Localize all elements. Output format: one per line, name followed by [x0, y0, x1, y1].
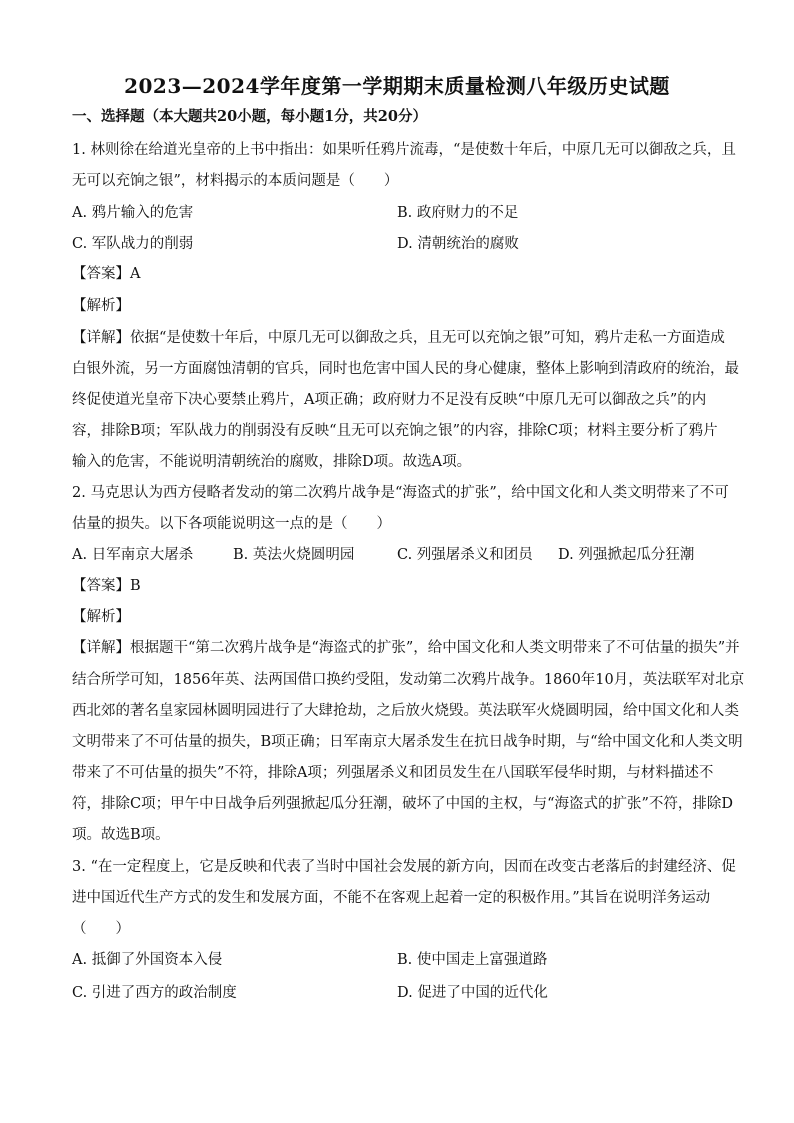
q2-stem-line: 估量的损失。以下各项能说明这一点的是（ ）: [72, 516, 391, 532]
q1-detail-line: 输入的危害，不能说明清朝统治的腐败，排除D项。故选A项。: [72, 454, 472, 470]
q2-answer: 【答案】B: [72, 578, 141, 594]
q2-detail-line: 带来了不可估量的损失”不符，排除A项；列强屠杀义和团员发生在八国联军侵华时期，与材料描述不: [72, 765, 714, 781]
q3-stem-line: 进中国近代生产方式的发生和发展方面，不能不在客观上起着一定的积极作用。”其旨在说明洋务运动: [72, 890, 711, 906]
q2-detail-line: 符，排除C项；甲午中日战争后列强掀起瓜分狂潮，破坏了中国的主权，与“海盗式的扩张”不符，排除D: [72, 796, 734, 812]
q2-option-b: B. 英法火烧圆明园: [233, 547, 355, 563]
q2-stem-line: 2. 马克思认为西方侵略者发动的第二次鸦片战争是“海盗式的扩张”，给中国文化和人类文明带来了不可: [72, 485, 729, 501]
q1-option-d: D. 清朝统治的腐败: [397, 236, 519, 252]
q2-detail-line: 西北郊的著名皇家园林圆明园进行了大肆抢劫，之后放火烧毁。英法联军火烧圆明园，给中国文化和人类: [72, 703, 739, 719]
q3-stem-line: （ ）: [72, 921, 130, 937]
q3-option-b: B. 使中国走上富强道路: [397, 952, 548, 968]
q2-option-c: C. 列强屠杀义和团员: [397, 547, 533, 563]
q1-option-b: B. 政府财力的不足: [397, 205, 519, 221]
q1-detail-line: 终促使道光皇帝下决心要禁止鸦片，A项正确；政府财力不足没有反映“中原几无可以御敌之兵”的内: [72, 392, 707, 408]
q2-option-a: A. 日军南京大屠杀: [72, 547, 194, 563]
section-heading: 一、选择题（本大题共20小题，每小题1分，共20分）: [72, 108, 427, 125]
q1-option-c: C. 军队战力的削弱: [72, 236, 194, 252]
q2-option-d: D. 列强掀起瓜分狂潮: [558, 547, 695, 563]
q2-detail-line: 【详解】根据题干“第二次鸦片战争是“海盗式的扩张”，给中国文化和人类文明带来了不可估量的损失”并: [72, 640, 740, 656]
q1-answer: 【答案】A: [72, 266, 141, 282]
q1-stem-line: 无可以充饷之银”，材料揭示的本质问题是（ ）: [72, 173, 399, 189]
q1-option-a: A. 鸦片输入的危害: [72, 205, 194, 221]
q1-analysis-label: 【解析】: [72, 298, 130, 314]
q2-detail-line: 项。故选B项。: [72, 827, 170, 843]
q2-analysis-label: 【解析】: [72, 609, 130, 625]
q3-option-a: A. 抵御了外国资本入侵: [72, 952, 223, 968]
q2-detail-line: 文明带来了不可估量的损失，B项正确；日军南京大屠杀发生在抗日战争时期，与“给中国文化和人类文明: [72, 734, 743, 750]
q1-detail-line: 白银外流，另一方面腐蚀清朝的官兵，同时也危害中国人民的身心健康，整体上影响到清政府的统治，最: [72, 361, 739, 377]
q1-detail-line: 容，排除B项；军队战力的削弱没有反映“且无可以充饷之银”的内容，排除C项；材料主要分析了鸦片: [72, 423, 718, 439]
q3-option-d: D. 促进了中国的近代化: [397, 985, 548, 1001]
q3-stem-line: 3. “在一定程度上，它是反映和代表了当时中国社会发展的新方向，因而在改变古老落后的封建经济、促: [72, 859, 736, 875]
page-title: 2023—2024学年度第一学期期末质量检测八年级历史试题: [124, 74, 670, 98]
q1-stem-line: 1. 林则徐在给道光皇帝的上书中指出：如果听任鸦片流毒，“是使数十年后，中原几无可以御敌之兵，且: [72, 142, 736, 158]
q3-option-c: C. 引进了西方的政治制度: [72, 985, 237, 1001]
q1-detail-line: 【详解】依据“是使数十年后，中原几无可以御敌之兵，且无可以充饷之银”可知，鸦片走私一方面造成: [72, 330, 725, 346]
q2-detail-line: 结合所学可知，1856年英、法两国借口换约受阻，发动第二次鸦片战争。1860年10月，英法联军对北京: [72, 672, 745, 688]
